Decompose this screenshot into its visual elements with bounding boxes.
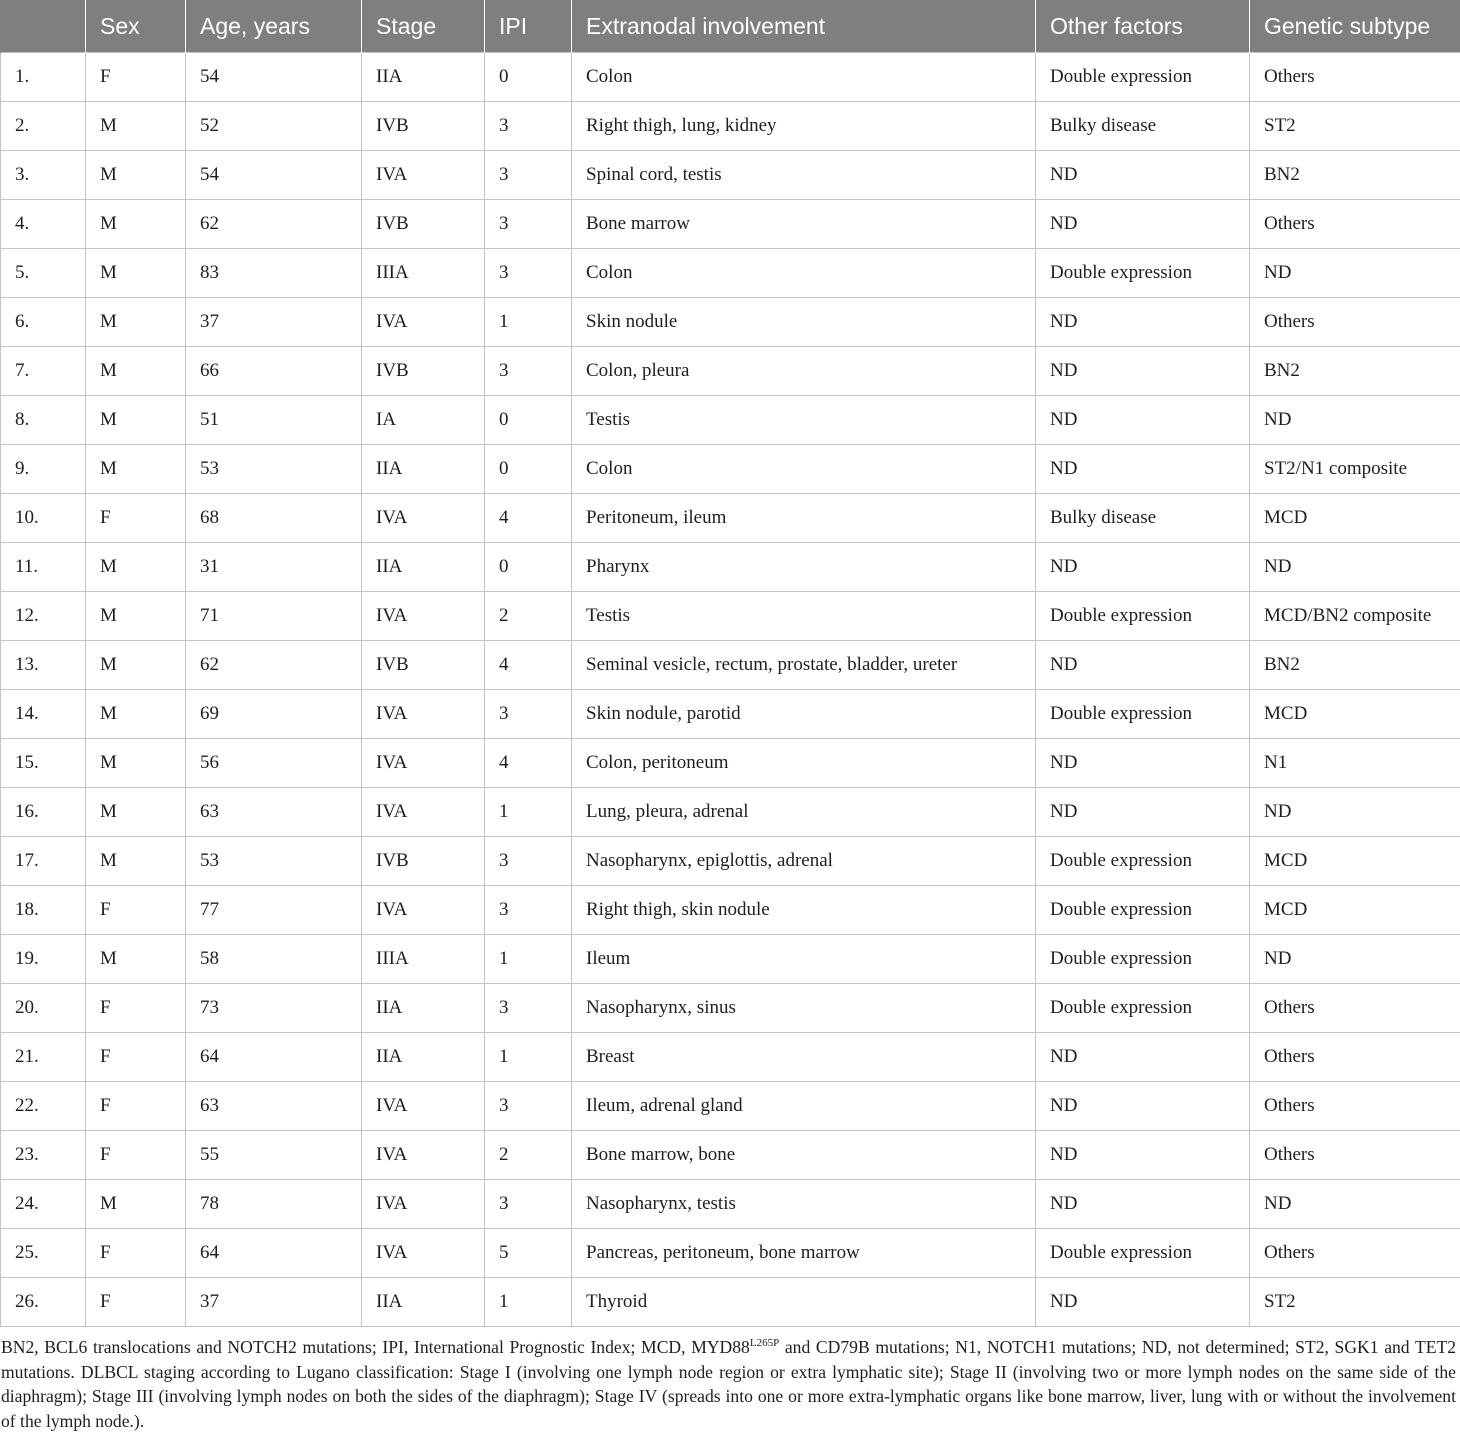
cell-stage: IVA xyxy=(362,1180,485,1229)
table-row xyxy=(1,543,1460,592)
cell-sex: F xyxy=(86,1131,186,1180)
table-header xyxy=(1,0,1460,53)
table-row xyxy=(1,592,1460,641)
cell-extranodal-involvement: Peritoneum, ileum xyxy=(572,494,1036,543)
cell-row-number: 14. xyxy=(1,690,86,739)
cell-genetic-subtype: Others xyxy=(1250,1033,1460,1082)
table-row xyxy=(1,102,1460,151)
cell-sex: M xyxy=(86,298,186,347)
table-row xyxy=(1,935,1460,984)
cell-stage: IVA xyxy=(362,788,485,837)
table-row xyxy=(1,1278,1460,1327)
cell-other-factors: ND xyxy=(1036,788,1250,837)
cell-stage: IVA xyxy=(362,592,485,641)
cell-genetic-subtype: Others xyxy=(1250,298,1460,347)
table-row xyxy=(1,151,1460,200)
cell-sex: F xyxy=(86,1229,186,1278)
cell-ipi: 2 xyxy=(485,592,572,641)
cell-other-factors: ND xyxy=(1036,445,1250,494)
cell-extranodal-involvement: Right thigh, skin nodule xyxy=(572,886,1036,935)
cell-row-number: 21. xyxy=(1,1033,86,1082)
cell-ipi: 4 xyxy=(485,641,572,690)
cell-genetic-subtype: Others xyxy=(1250,1082,1460,1131)
cell-other-factors: ND xyxy=(1036,298,1250,347)
cell-row-number: 15. xyxy=(1,739,86,788)
cell-other-factors: ND xyxy=(1036,396,1250,445)
cell-extranodal-involvement: Nasopharynx, testis xyxy=(572,1180,1036,1229)
table-row xyxy=(1,641,1460,690)
column-header-age: Age, years xyxy=(186,0,362,53)
cell-extranodal-involvement: Breast xyxy=(572,1033,1036,1082)
cell-age: 52 xyxy=(186,102,362,151)
column-header-row-number xyxy=(1,0,86,53)
cell-ipi: 4 xyxy=(485,739,572,788)
cell-genetic-subtype: ST2 xyxy=(1250,102,1460,151)
cell-row-number: 10. xyxy=(1,494,86,543)
cell-stage: IIA xyxy=(362,1033,485,1082)
cell-genetic-subtype: ND xyxy=(1250,396,1460,445)
footnote-superscript: L265P xyxy=(750,1337,779,1349)
cell-row-number: 4. xyxy=(1,200,86,249)
cell-other-factors: ND xyxy=(1036,151,1250,200)
cell-genetic-subtype: ND xyxy=(1250,935,1460,984)
cell-row-number: 9. xyxy=(1,445,86,494)
cell-age: 56 xyxy=(186,739,362,788)
table-row xyxy=(1,886,1460,935)
table-row xyxy=(1,1229,1460,1278)
cell-stage: IIIA xyxy=(362,249,485,298)
cell-extranodal-involvement: Colon xyxy=(572,53,1036,102)
table-row xyxy=(1,1082,1460,1131)
cell-genetic-subtype: ND xyxy=(1250,788,1460,837)
cell-sex: M xyxy=(86,347,186,396)
cell-row-number: 26. xyxy=(1,1278,86,1327)
cell-age: 55 xyxy=(186,1131,362,1180)
cell-age: 78 xyxy=(186,1180,362,1229)
cell-other-factors: ND xyxy=(1036,1033,1250,1082)
cell-genetic-subtype: BN2 xyxy=(1250,347,1460,396)
cell-row-number: 16. xyxy=(1,788,86,837)
cell-row-number: 13. xyxy=(1,641,86,690)
cell-extranodal-involvement: Seminal vesicle, rectum, prostate, bladder, ureter xyxy=(572,641,1036,690)
cell-stage: IVB xyxy=(362,837,485,886)
cell-sex: M xyxy=(86,445,186,494)
column-header-ipi: IPI xyxy=(485,0,572,53)
cell-sex: M xyxy=(86,739,186,788)
cell-ipi: 3 xyxy=(485,886,572,935)
cell-age: 62 xyxy=(186,200,362,249)
cell-ipi: 3 xyxy=(485,1082,572,1131)
cell-age: 54 xyxy=(186,151,362,200)
cell-genetic-subtype: BN2 xyxy=(1250,151,1460,200)
table-row xyxy=(1,1180,1460,1229)
table-row xyxy=(1,396,1460,445)
cell-stage: IIIA xyxy=(362,935,485,984)
cell-other-factors: ND xyxy=(1036,1180,1250,1229)
cell-genetic-subtype: Others xyxy=(1250,53,1460,102)
cell-stage: IIA xyxy=(362,53,485,102)
cell-row-number: 18. xyxy=(1,886,86,935)
cell-other-factors: ND xyxy=(1036,1278,1250,1327)
table-row xyxy=(1,445,1460,494)
cell-other-factors: ND xyxy=(1036,739,1250,788)
cell-ipi: 3 xyxy=(485,200,572,249)
cell-extranodal-involvement: Lung, pleura, adrenal xyxy=(572,788,1036,837)
table-row xyxy=(1,1131,1460,1180)
cell-sex: M xyxy=(86,837,186,886)
column-header-extranodal-involvement: Extranodal involvement xyxy=(572,0,1036,53)
cell-other-factors: ND xyxy=(1036,543,1250,592)
cell-ipi: 1 xyxy=(485,298,572,347)
footnote-text-part-1: BN2, BCL6 translocations and NOTCH2 mutations; IPI, International Prognostic Index; MCD, MYD88 xyxy=(1,1337,750,1357)
cell-extranodal-involvement: Bone marrow, bone xyxy=(572,1131,1036,1180)
cell-genetic-subtype: Others xyxy=(1250,1131,1460,1180)
cell-ipi: 3 xyxy=(485,102,572,151)
table-row xyxy=(1,347,1460,396)
cell-row-number: 11. xyxy=(1,543,86,592)
cell-sex: F xyxy=(86,886,186,935)
cell-stage: IVB xyxy=(362,200,485,249)
cell-ipi: 1 xyxy=(485,1278,572,1327)
cell-extranodal-involvement: Colon xyxy=(572,445,1036,494)
column-header-sex: Sex xyxy=(86,0,186,53)
cell-other-factors: Bulky disease xyxy=(1036,102,1250,151)
cell-age: 51 xyxy=(186,396,362,445)
cell-genetic-subtype: MCD xyxy=(1250,886,1460,935)
table-row xyxy=(1,690,1460,739)
cell-stage: IIA xyxy=(362,445,485,494)
cell-ipi: 3 xyxy=(485,249,572,298)
cell-extranodal-involvement: Bone marrow xyxy=(572,200,1036,249)
cell-other-factors: ND xyxy=(1036,1082,1250,1131)
cell-stage: IVB xyxy=(362,641,485,690)
cell-age: 54 xyxy=(186,53,362,102)
cell-row-number: 12. xyxy=(1,592,86,641)
cell-ipi: 3 xyxy=(485,151,572,200)
cell-stage: IVA xyxy=(362,494,485,543)
cell-stage: IVA xyxy=(362,739,485,788)
cell-age: 31 xyxy=(186,543,362,592)
table-body xyxy=(1,53,1460,1327)
table-row xyxy=(1,200,1460,249)
cell-age: 37 xyxy=(186,298,362,347)
cell-age: 66 xyxy=(186,347,362,396)
cell-row-number: 20. xyxy=(1,984,86,1033)
cell-stage: IVA xyxy=(362,1082,485,1131)
cell-stage: IVA xyxy=(362,690,485,739)
cell-ipi: 0 xyxy=(485,445,572,494)
cell-row-number: 22. xyxy=(1,1082,86,1131)
column-header-genetic-subtype: Genetic subtype xyxy=(1250,0,1460,53)
cell-ipi: 0 xyxy=(485,396,572,445)
table-row xyxy=(1,249,1460,298)
cell-stage: IIA xyxy=(362,984,485,1033)
cell-row-number: 2. xyxy=(1,102,86,151)
cell-stage: IA xyxy=(362,396,485,445)
table-footnote xyxy=(0,1335,1460,1433)
cell-age: 71 xyxy=(186,592,362,641)
table-row xyxy=(1,53,1460,102)
cell-extranodal-involvement: Nasopharynx, sinus xyxy=(572,984,1036,1033)
cell-age: 63 xyxy=(186,1082,362,1131)
cell-age: 58 xyxy=(186,935,362,984)
cell-row-number: 1. xyxy=(1,53,86,102)
cell-ipi: 3 xyxy=(485,1180,572,1229)
cell-other-factors: ND xyxy=(1036,641,1250,690)
cell-genetic-subtype: ST2 xyxy=(1250,1278,1460,1327)
cell-sex: M xyxy=(86,102,186,151)
cell-sex: M xyxy=(86,1180,186,1229)
table-row xyxy=(1,984,1460,1033)
cell-ipi: 2 xyxy=(485,1131,572,1180)
cell-sex: F xyxy=(86,1033,186,1082)
cell-other-factors: Bulky disease xyxy=(1036,494,1250,543)
cell-sex: M xyxy=(86,641,186,690)
cell-age: 73 xyxy=(186,984,362,1033)
cell-row-number: 7. xyxy=(1,347,86,396)
footnote-text-part-2: and CD79B mutations; N1, NOTCH1 mutations; ND, not determined; ST2, SGK1 and TET2 mutations. DLBCL staging according to Lugano classification: Stage I (involving one lymph node region or extra lymphatic site); Stage II (involving two or more lymph nodes on the same side of the diaphragm); Stage III (involving lymph nodes on both the sides of the diaphragm); Stage IV (spreads into one or more extra-lymphatic organs like bone marrow, liver, lung with or without the involvement of the lymph node.). xyxy=(1,1337,1456,1431)
table-row xyxy=(1,1033,1460,1082)
cell-ipi: 1 xyxy=(485,788,572,837)
cell-genetic-subtype: Others xyxy=(1250,200,1460,249)
cell-ipi: 4 xyxy=(485,494,572,543)
cell-sex: F xyxy=(86,1278,186,1327)
cell-age: 53 xyxy=(186,445,362,494)
cell-extranodal-involvement: Colon, peritoneum xyxy=(572,739,1036,788)
cell-extranodal-involvement: Skin nodule xyxy=(572,298,1036,347)
cell-other-factors: ND xyxy=(1036,1131,1250,1180)
cell-age: 68 xyxy=(186,494,362,543)
cell-other-factors: ND xyxy=(1036,347,1250,396)
cell-ipi: 1 xyxy=(485,1033,572,1082)
cell-ipi: 3 xyxy=(485,984,572,1033)
cell-genetic-subtype: ND xyxy=(1250,249,1460,298)
table-row xyxy=(1,837,1460,886)
cell-other-factors: Double expression xyxy=(1036,837,1250,886)
cell-extranodal-involvement: Thyroid xyxy=(572,1278,1036,1327)
cell-age: 64 xyxy=(186,1229,362,1278)
cell-extranodal-involvement: Testis xyxy=(572,592,1036,641)
cell-other-factors: Double expression xyxy=(1036,935,1250,984)
cell-row-number: 24. xyxy=(1,1180,86,1229)
cell-genetic-subtype: MCD xyxy=(1250,837,1460,886)
cell-other-factors: Double expression xyxy=(1036,984,1250,1033)
cell-other-factors: Double expression xyxy=(1036,249,1250,298)
cell-extranodal-involvement: Skin nodule, parotid xyxy=(572,690,1036,739)
cell-row-number: 25. xyxy=(1,1229,86,1278)
cell-row-number: 19. xyxy=(1,935,86,984)
cell-stage: IIA xyxy=(362,1278,485,1327)
cell-row-number: 17. xyxy=(1,837,86,886)
cell-extranodal-involvement: Nasopharynx, epiglottis, adrenal xyxy=(572,837,1036,886)
cell-ipi: 3 xyxy=(485,690,572,739)
column-header-other-factors: Other factors xyxy=(1036,0,1250,53)
cell-sex: M xyxy=(86,396,186,445)
cell-row-number: 3. xyxy=(1,151,86,200)
cell-sex: M xyxy=(86,690,186,739)
cell-genetic-subtype: ST2/N1 composite xyxy=(1250,445,1460,494)
cell-stage: IVA xyxy=(362,151,485,200)
cell-stage: IVA xyxy=(362,298,485,347)
cell-ipi: 1 xyxy=(485,935,572,984)
cell-sex: M xyxy=(86,200,186,249)
cell-other-factors: ND xyxy=(1036,200,1250,249)
cell-genetic-subtype: MCD/BN2 composite xyxy=(1250,592,1460,641)
cell-stage: IVA xyxy=(362,886,485,935)
cell-age: 69 xyxy=(186,690,362,739)
cell-genetic-subtype: ND xyxy=(1250,543,1460,592)
header-row xyxy=(1,0,1460,53)
cell-age: 63 xyxy=(186,788,362,837)
cell-sex: F xyxy=(86,984,186,1033)
cell-other-factors: Double expression xyxy=(1036,886,1250,935)
cell-other-factors: Double expression xyxy=(1036,592,1250,641)
cell-sex: M xyxy=(86,249,186,298)
cell-stage: IVA xyxy=(362,1229,485,1278)
cell-row-number: 6. xyxy=(1,298,86,347)
table-row xyxy=(1,739,1460,788)
cell-extranodal-involvement: Pancreas, peritoneum, bone marrow xyxy=(572,1229,1036,1278)
cell-ipi: 0 xyxy=(485,53,572,102)
cell-sex: M xyxy=(86,592,186,641)
cell-stage: IIA xyxy=(362,543,485,592)
cell-genetic-subtype: N1 xyxy=(1250,739,1460,788)
cell-genetic-subtype: Others xyxy=(1250,984,1460,1033)
cell-extranodal-involvement: Colon xyxy=(572,249,1036,298)
cell-other-factors: Double expression xyxy=(1036,53,1250,102)
cell-row-number: 5. xyxy=(1,249,86,298)
cell-genetic-subtype: BN2 xyxy=(1250,641,1460,690)
cell-extranodal-involvement: Ileum, adrenal gland xyxy=(572,1082,1036,1131)
cell-other-factors: Double expression xyxy=(1036,1229,1250,1278)
cell-extranodal-involvement: Spinal cord, testis xyxy=(572,151,1036,200)
cell-age: 64 xyxy=(186,1033,362,1082)
cell-ipi: 3 xyxy=(485,837,572,886)
cell-age: 77 xyxy=(186,886,362,935)
cell-sex: M xyxy=(86,935,186,984)
table-row xyxy=(1,298,1460,347)
cell-genetic-subtype: MCD xyxy=(1250,494,1460,543)
cell-age: 53 xyxy=(186,837,362,886)
cell-ipi: 3 xyxy=(485,347,572,396)
cell-sex: M xyxy=(86,543,186,592)
cell-sex: M xyxy=(86,151,186,200)
cell-extranodal-involvement: Ileum xyxy=(572,935,1036,984)
cell-age: 62 xyxy=(186,641,362,690)
cell-extranodal-involvement: Testis xyxy=(572,396,1036,445)
cell-ipi: 0 xyxy=(485,543,572,592)
table-row xyxy=(1,788,1460,837)
cell-sex: F xyxy=(86,53,186,102)
cell-sex: F xyxy=(86,1082,186,1131)
cell-stage: IVA xyxy=(362,1131,485,1180)
cell-age: 37 xyxy=(186,1278,362,1327)
cell-row-number: 23. xyxy=(1,1131,86,1180)
cell-genetic-subtype: Others xyxy=(1250,1229,1460,1278)
cell-stage: IVB xyxy=(362,102,485,151)
cell-ipi: 5 xyxy=(485,1229,572,1278)
cell-stage: IVB xyxy=(362,347,485,396)
cell-sex: M xyxy=(86,788,186,837)
cell-age: 83 xyxy=(186,249,362,298)
cell-extranodal-involvement: Colon, pleura xyxy=(572,347,1036,396)
cell-genetic-subtype: MCD xyxy=(1250,690,1460,739)
column-header-stage: Stage xyxy=(362,0,485,53)
cell-row-number: 8. xyxy=(1,396,86,445)
cell-sex: F xyxy=(86,494,186,543)
cell-extranodal-involvement: Right thigh, lung, kidney xyxy=(572,102,1036,151)
cell-extranodal-involvement: Pharynx xyxy=(572,543,1036,592)
table-row xyxy=(1,494,1460,543)
cell-genetic-subtype: ND xyxy=(1250,1180,1460,1229)
cell-other-factors: Double expression xyxy=(1036,690,1250,739)
